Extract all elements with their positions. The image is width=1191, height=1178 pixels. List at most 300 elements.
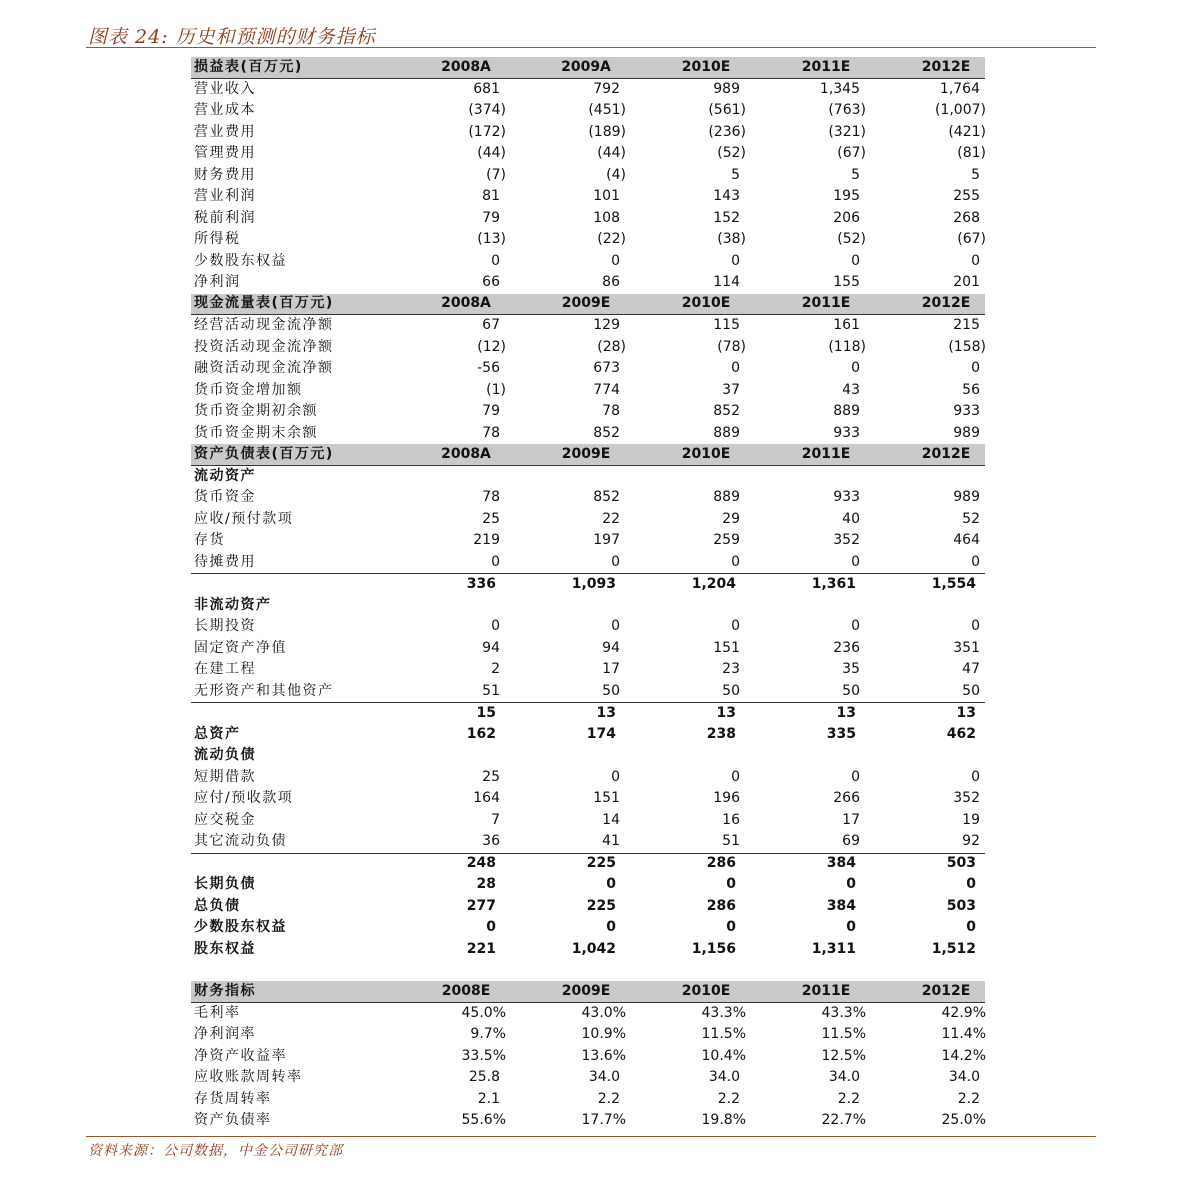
value-cell: 225 (586, 897, 616, 914)
table-header-label: 资产负债表(百万元) (194, 445, 334, 462)
row-label: 在建工程 (194, 661, 256, 677)
value-cell: 889 (833, 403, 860, 419)
value-cell: 673 (593, 360, 620, 376)
value-cell: -56 (477, 360, 500, 376)
row-label: 货币资金增加额 (194, 381, 303, 398)
value-cell: 5 (851, 166, 860, 183)
row-label: 长期负债 (194, 876, 256, 892)
row-label: 营业成本 (194, 102, 256, 118)
value-cell: 94 (482, 639, 500, 656)
table-row (191, 745, 985, 767)
table-row (191, 917, 985, 939)
table-row (191, 530, 985, 552)
value-cell: 266 (833, 790, 860, 806)
table-row (191, 165, 985, 187)
table-row (191, 100, 985, 122)
value-cell: 2 (491, 661, 500, 677)
value-cell: (561) (708, 102, 746, 118)
value-cell: 115 (713, 317, 740, 333)
value-cell: 78 (482, 489, 500, 505)
table-row (191, 939, 985, 961)
value-cell: 268 (953, 209, 980, 226)
value-cell: 94 (602, 639, 620, 656)
row-label: 营业费用 (194, 123, 256, 140)
table-row (191, 1046, 985, 1068)
value-cell: 0 (851, 360, 860, 376)
table-row (191, 788, 985, 810)
table-row (191, 595, 985, 617)
value-cell: 56 (962, 381, 980, 398)
value-cell: 384 (826, 855, 856, 871)
value-cell: 13 (836, 704, 856, 721)
table-row (191, 337, 985, 359)
value-cell: (44) (597, 145, 626, 161)
column-header: 2008E (441, 982, 491, 999)
value-cell: 23 (722, 661, 740, 677)
value-cell: 1,512 (931, 940, 976, 957)
value-cell: 0 (971, 360, 980, 376)
column-header: 2010E (681, 445, 731, 462)
value-cell: 0 (611, 252, 620, 269)
table-header-label: 损益表(百万元) (194, 58, 303, 75)
value-cell: 0 (731, 360, 740, 376)
table-row (191, 1003, 985, 1025)
value-cell: (1) (486, 381, 506, 398)
value-cell: 11.4% (941, 1026, 986, 1042)
value-cell: (52) (837, 231, 866, 247)
column-header: 2008A (441, 445, 491, 462)
table-row (191, 79, 985, 101)
value-cell: 81 (482, 188, 500, 204)
column-header: 2011E (801, 982, 851, 999)
value-cell: 13 (596, 704, 616, 721)
value-cell: 55.6% (461, 1112, 506, 1128)
value-cell: 67 (482, 317, 500, 333)
value-cell: 0 (731, 553, 740, 570)
value-cell: 35 (842, 661, 860, 677)
value-cell: 19 (962, 811, 980, 828)
value-cell: 286 (706, 897, 736, 914)
financial-tables (191, 57, 985, 1132)
value-cell: 384 (826, 897, 856, 914)
value-cell: 174 (586, 725, 616, 742)
value-cell: 17 (602, 661, 620, 677)
value-cell: 248 (466, 855, 496, 871)
value-cell: 37 (722, 381, 740, 398)
value-cell: 197 (593, 532, 620, 548)
table-row (191, 638, 985, 660)
value-cell: 33.5% (461, 1047, 506, 1064)
value-cell: 79 (482, 209, 500, 226)
value-cell: 351 (953, 639, 980, 656)
bottom-rule (86, 1136, 1096, 1137)
row-label: 货币资金 (194, 489, 256, 505)
value-cell: 69 (842, 833, 860, 849)
value-cell: 155 (833, 274, 860, 290)
value-cell: (118) (828, 338, 866, 355)
value-cell: 0 (851, 553, 860, 570)
value-cell: (236) (708, 123, 746, 140)
table-row (191, 659, 985, 681)
value-cell: (451) (588, 102, 626, 118)
value-cell: 277 (466, 897, 496, 914)
table-row (191, 831, 985, 853)
table-row (191, 853, 985, 875)
value-cell: 50 (962, 682, 980, 699)
value-cell: 933 (833, 424, 860, 441)
value-cell: (7) (486, 166, 506, 183)
value-cell: 17.7% (581, 1112, 626, 1128)
value-cell: 989 (713, 80, 740, 97)
value-cell: 5 (971, 166, 980, 183)
row-label: 货币资金期初余额 (194, 403, 318, 419)
row-label: 待摊费用 (194, 553, 256, 570)
value-cell: 1,311 (811, 940, 856, 957)
value-cell: 10.9% (581, 1026, 626, 1042)
value-cell: 29 (722, 510, 740, 527)
row-label: 存货周转率 (194, 1090, 272, 1107)
value-cell: 143 (713, 188, 740, 204)
value-cell: 336 (466, 575, 496, 592)
value-cell: 352 (953, 790, 980, 806)
value-cell: 2.2 (837, 1090, 860, 1107)
table-row (191, 423, 985, 445)
row-label: 存货 (194, 532, 225, 548)
value-cell: 1,345 (819, 80, 860, 97)
value-cell: 25 (482, 510, 500, 527)
table-row (191, 401, 985, 423)
table-row (191, 724, 985, 746)
value-cell: 47 (962, 661, 980, 677)
table-row (191, 573, 985, 595)
value-cell: 0 (971, 252, 980, 269)
row-label: 流动负债 (194, 747, 256, 763)
value-cell: 0 (731, 618, 740, 634)
value-cell: 14.2% (941, 1047, 986, 1064)
value-cell: 50 (602, 682, 620, 699)
value-cell: 0 (846, 876, 856, 892)
table-row (191, 552, 985, 574)
row-label: 经营活动现金流净额 (194, 317, 334, 333)
value-cell: 108 (593, 209, 620, 226)
value-cell: 0 (731, 768, 740, 785)
table-row (191, 616, 985, 638)
value-cell: (38) (717, 231, 746, 247)
value-cell: 1,204 (691, 575, 736, 592)
table-row (191, 509, 985, 531)
value-cell: 34.0 (948, 1069, 980, 1085)
value-cell: 43.3% (701, 1004, 746, 1021)
column-header: 2008A (441, 58, 491, 75)
table-header (191, 444, 985, 466)
value-cell: 2.1 (477, 1090, 500, 1107)
value-cell: 34.0 (828, 1069, 860, 1085)
value-cell: (158) (948, 338, 986, 355)
value-cell: 259 (713, 532, 740, 548)
value-cell: (52) (717, 145, 746, 161)
table-row (191, 315, 985, 337)
table-row (191, 229, 985, 251)
value-cell: 0 (611, 618, 620, 634)
value-cell: 1,093 (571, 575, 616, 592)
figure-caption: 图表 24: 历史和预测的财务指标 (88, 26, 376, 48)
value-cell: 7 (491, 811, 500, 828)
value-cell: 78 (602, 403, 620, 419)
value-cell: 681 (473, 80, 500, 97)
row-label: 股东权益 (194, 940, 256, 957)
value-cell: (78) (717, 338, 746, 355)
value-cell: 16 (722, 811, 740, 828)
value-cell: 162 (466, 725, 496, 742)
table-row (191, 702, 985, 724)
row-label: 资产负债率 (194, 1112, 272, 1128)
value-cell: 34.0 (588, 1069, 620, 1085)
value-cell: 221 (466, 940, 496, 957)
value-cell: 13.6% (581, 1047, 626, 1064)
value-cell: 889 (713, 489, 740, 505)
value-cell: 225 (586, 855, 616, 871)
row-label: 流动资产 (194, 467, 256, 484)
value-cell: 51 (722, 833, 740, 849)
column-header: 2008A (441, 295, 491, 311)
row-label: 无形资产和其他资产 (194, 682, 334, 699)
value-cell: 22.7% (821, 1112, 866, 1128)
value-cell: 51 (482, 682, 500, 699)
value-cell: 0 (731, 252, 740, 269)
value-cell: 774 (593, 381, 620, 398)
value-cell: 206 (833, 209, 860, 226)
value-cell: 503 (946, 897, 976, 914)
value-cell: 352 (833, 532, 860, 548)
value-cell: 25.8 (468, 1069, 500, 1085)
table-row (191, 380, 985, 402)
row-label: 净利润 (194, 274, 241, 290)
value-cell: 0 (726, 919, 736, 935)
column-header: 2012E (921, 982, 971, 999)
table-row (191, 251, 985, 273)
row-label: 所得税 (194, 231, 241, 247)
row-label: 毛利率 (194, 1004, 241, 1021)
value-cell: (12) (477, 338, 506, 355)
value-cell: 12.5% (821, 1047, 866, 1064)
value-cell: 195 (833, 188, 860, 204)
table-row (191, 1089, 985, 1111)
row-label: 净资产收益率 (194, 1047, 287, 1064)
column-header: 2010E (681, 295, 731, 311)
value-cell: 462 (946, 725, 976, 742)
row-label: 税前利润 (194, 209, 256, 226)
value-cell: 503 (946, 855, 976, 871)
row-label: 少数股东权益 (194, 252, 287, 269)
value-cell: 852 (593, 424, 620, 441)
table-row (191, 1024, 985, 1046)
value-cell: 0 (851, 618, 860, 634)
value-cell: 335 (826, 725, 856, 742)
column-header: 2011E (801, 445, 851, 462)
row-label: 融资活动现金流净额 (194, 360, 334, 376)
value-cell: 11.5% (701, 1026, 746, 1042)
value-cell: 889 (713, 424, 740, 441)
value-cell: 28 (476, 876, 496, 892)
row-label: 短期借款 (194, 768, 256, 785)
value-cell: (189) (588, 123, 626, 140)
value-cell: 1,764 (939, 80, 980, 97)
value-cell: 164 (473, 790, 500, 806)
value-cell: 17 (842, 811, 860, 828)
value-cell: 0 (486, 919, 496, 935)
value-cell: 42.9% (941, 1004, 986, 1021)
value-cell: 13 (716, 704, 736, 721)
table-row (191, 1110, 985, 1132)
value-cell: (81) (957, 145, 986, 161)
table-header-label: 现金流量表(百万元) (194, 295, 334, 311)
value-cell: 792 (593, 80, 620, 97)
value-cell: 201 (953, 274, 980, 290)
value-cell: 161 (833, 317, 860, 333)
value-cell: 238 (706, 725, 736, 742)
row-label: 总负债 (194, 897, 241, 914)
value-cell: 151 (593, 790, 620, 806)
value-cell: 66 (482, 274, 500, 290)
value-cell: 152 (713, 209, 740, 226)
row-label: 其它流动负债 (194, 833, 287, 849)
value-cell: 34.0 (708, 1069, 740, 1085)
value-cell: 25 (482, 768, 500, 785)
table-gap (191, 960, 985, 981)
row-label: 少数股东权益 (194, 919, 287, 935)
top-rule (86, 47, 1096, 48)
value-cell: 15 (476, 704, 496, 721)
row-label: 应收账款周转率 (194, 1069, 303, 1085)
value-cell: 196 (713, 790, 740, 806)
row-label: 净利润率 (194, 1026, 256, 1042)
table-row (191, 358, 985, 380)
value-cell: 40 (842, 510, 860, 527)
table-header (191, 294, 985, 316)
table-row (191, 896, 985, 918)
value-cell: 5 (731, 166, 740, 183)
value-cell: 43 (842, 381, 860, 398)
table-row (191, 208, 985, 230)
column-header: 2011E (801, 295, 851, 311)
column-header: 2010E (681, 982, 731, 999)
value-cell: 86 (602, 274, 620, 290)
column-header: 2010E (681, 58, 731, 75)
table-header (191, 57, 985, 79)
column-header: 2012E (921, 445, 971, 462)
row-label: 长期投资 (194, 618, 256, 634)
value-cell: 0 (846, 919, 856, 935)
value-cell: 52 (962, 510, 980, 527)
value-cell: 9.7% (470, 1026, 506, 1042)
value-cell: 10.4% (701, 1047, 746, 1064)
value-cell: (67) (957, 231, 986, 247)
value-cell: 215 (953, 317, 980, 333)
value-cell: 0 (726, 876, 736, 892)
table-row (191, 487, 985, 509)
row-label: 应交税金 (194, 811, 256, 828)
row-label: 投资活动现金流净额 (194, 338, 334, 355)
value-cell: (172) (468, 123, 506, 140)
table-row (191, 466, 985, 488)
table-row (191, 810, 985, 832)
value-cell: 25.0% (941, 1112, 986, 1128)
value-cell: (4) (606, 166, 626, 183)
value-cell: 0 (851, 768, 860, 785)
table-row (191, 767, 985, 789)
table-row (191, 272, 985, 294)
value-cell: 1,361 (811, 575, 856, 592)
value-cell: 14 (602, 811, 620, 828)
row-label: 非流动资产 (194, 596, 272, 613)
value-cell: 11.5% (821, 1026, 866, 1042)
value-cell: 464 (953, 532, 980, 548)
value-cell: 255 (953, 188, 980, 204)
column-header: 2009E (561, 445, 611, 462)
value-cell: 36 (482, 833, 500, 849)
row-label: 货币资金期末余额 (194, 424, 318, 441)
value-cell: 1,554 (931, 575, 976, 592)
value-cell: 50 (722, 682, 740, 699)
value-cell: 78 (482, 424, 500, 441)
value-cell: 852 (593, 489, 620, 505)
value-cell: 1,156 (691, 940, 736, 957)
row-label: 财务费用 (194, 166, 256, 183)
row-label: 营业收入 (194, 80, 256, 97)
row-label: 管理费用 (194, 145, 256, 161)
value-cell: 129 (593, 317, 620, 333)
value-cell: 933 (953, 403, 980, 419)
value-cell: (421) (948, 123, 986, 140)
value-cell: 0 (491, 252, 500, 269)
value-cell: 22 (602, 510, 620, 527)
value-cell: 0 (971, 553, 980, 570)
value-cell: 286 (706, 855, 736, 871)
value-cell: (13) (477, 231, 506, 247)
column-header: 2009E (561, 295, 611, 311)
value-cell: 0 (491, 553, 500, 570)
row-label: 应付/预收款项 (194, 790, 294, 806)
table-row (191, 186, 985, 208)
table-row (191, 122, 985, 144)
value-cell: 0 (606, 919, 616, 935)
column-header: 2012E (921, 58, 971, 75)
value-cell: 933 (833, 489, 860, 505)
table-header (191, 981, 985, 1003)
value-cell: 101 (593, 188, 620, 204)
value-cell: 0 (611, 768, 620, 785)
value-cell: 2.2 (717, 1090, 740, 1107)
value-cell: 41 (602, 833, 620, 849)
table-row (191, 681, 985, 703)
column-header: 2009E (561, 982, 611, 999)
value-cell: (321) (828, 123, 866, 140)
value-cell: 0 (611, 553, 620, 570)
column-header: 2012E (921, 295, 971, 311)
column-header: 2011E (801, 58, 851, 75)
column-header: 2009A (561, 58, 611, 75)
value-cell: 0 (966, 919, 976, 935)
value-cell: 114 (713, 274, 740, 290)
value-cell: 151 (713, 639, 740, 656)
value-cell: (28) (597, 338, 626, 355)
value-cell: 0 (606, 876, 616, 892)
value-cell: 1,042 (571, 940, 616, 957)
value-cell: (1,007) (934, 102, 986, 118)
value-cell: (67) (837, 145, 866, 161)
row-label: 营业利润 (194, 188, 256, 204)
value-cell: 50 (842, 682, 860, 699)
